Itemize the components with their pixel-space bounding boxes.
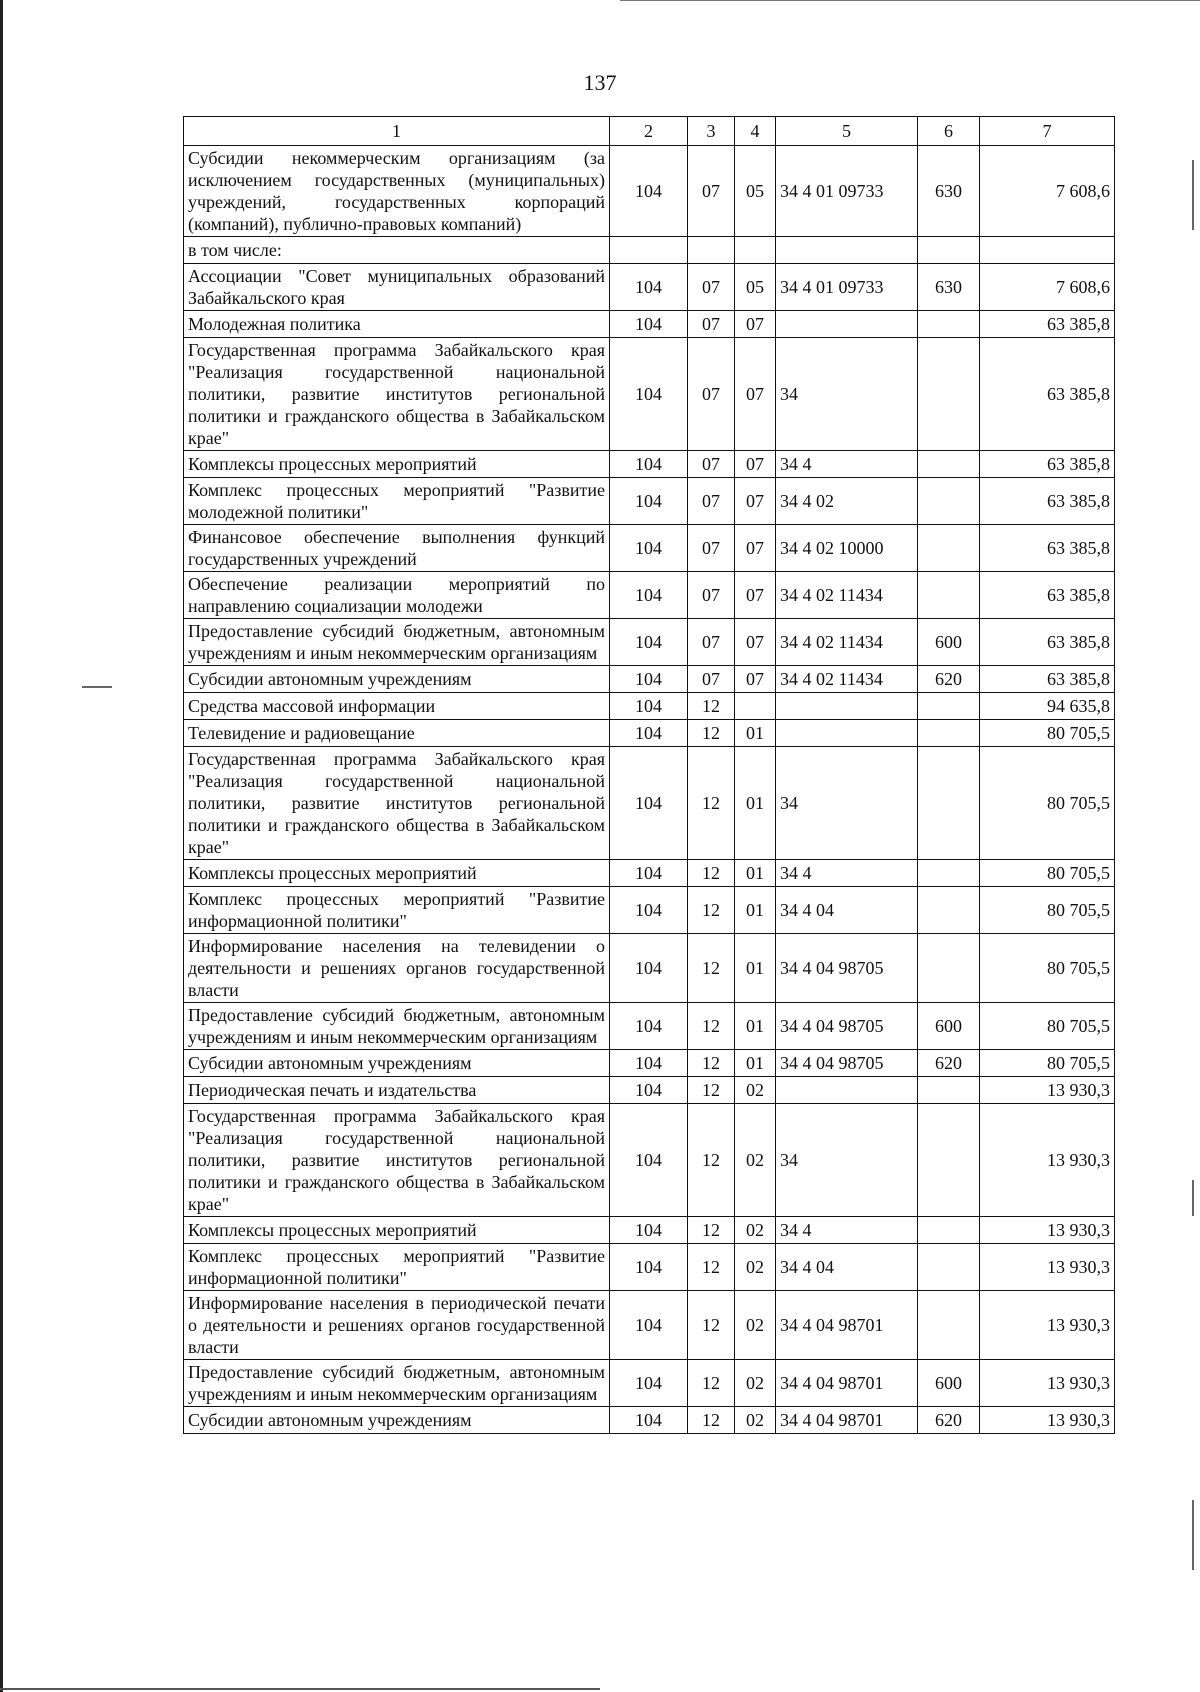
table-row: [184, 264, 1115, 311]
row-section-code: 12: [688, 860, 735, 887]
row-name: Субсидии некоммерческим организациям (за исключением государственных (муниципальных) учреждений, государственных корпораций (компаний), публично-правовых компаний): [184, 146, 610, 237]
row-amount: 80 705,5: [980, 1003, 1115, 1050]
row-ministry-code: 104: [610, 1217, 688, 1244]
row-subsection-code: 07: [735, 619, 776, 666]
row-expense-type: 600: [918, 1360, 980, 1407]
row-amount: 13 930,3: [980, 1291, 1115, 1360]
table-row: [184, 1003, 1115, 1050]
row-section-code: 07: [688, 666, 735, 693]
row-expense-type: [918, 572, 980, 619]
row-section-code: 07: [688, 525, 735, 572]
table-row: [184, 311, 1115, 338]
row-amount: 63 385,8: [980, 451, 1115, 478]
row-ministry-code: 104: [610, 934, 688, 1003]
row-amount: 13 930,3: [980, 1104, 1115, 1217]
row-ministry-code: 104: [610, 720, 688, 747]
row-name: Информирование населения в периодической печати о деятельности и решениях органов государственной власти: [184, 1291, 610, 1360]
row-target-code: 34 4 04 98705: [776, 934, 918, 1003]
row-amount: 13 930,3: [980, 1217, 1115, 1244]
row-subsection-code: 01: [735, 1050, 776, 1077]
row-expense-type: [918, 747, 980, 860]
table-row: [184, 747, 1115, 860]
row-amount: 80 705,5: [980, 887, 1115, 934]
row-expense-type: [918, 934, 980, 1003]
row-target-code: 34: [776, 338, 918, 451]
row-target-code: 34 4: [776, 860, 918, 887]
scan-speck: [82, 686, 112, 688]
row-section-code: 07: [688, 264, 735, 311]
row-ministry-code: 104: [610, 666, 688, 693]
row-subsection-code: 02: [735, 1104, 776, 1217]
column-header: 6: [918, 117, 980, 146]
row-target-code: 34 4 02: [776, 478, 918, 525]
row-expense-type: 600: [918, 1003, 980, 1050]
row-amount: 63 385,8: [980, 338, 1115, 451]
row-name: Молодежная политика: [184, 311, 610, 338]
table-row: [184, 887, 1115, 934]
row-name: Комплекс процессных мероприятий "Развитие информационной политики": [184, 1244, 610, 1291]
header-row: [184, 117, 1115, 146]
row-subsection-code: 02: [735, 1217, 776, 1244]
row-expense-type: [918, 311, 980, 338]
row-ministry-code: 104: [610, 1291, 688, 1360]
row-name: Комплекс процессных мероприятий "Развитие информационной политики": [184, 887, 610, 934]
row-name: Обеспечение реализации мероприятий по направлению социализации молодежи: [184, 572, 610, 619]
table-row: [184, 237, 1115, 264]
column-header: 7: [980, 117, 1115, 146]
table-row: [184, 860, 1115, 887]
row-ministry-code: 104: [610, 1003, 688, 1050]
table-row: [184, 720, 1115, 747]
table-row: [184, 693, 1115, 720]
row-subsection-code: [735, 693, 776, 720]
row-subsection-code: 02: [735, 1291, 776, 1360]
row-section-code: 07: [688, 311, 735, 338]
row-target-code: 34 4 02 11434: [776, 619, 918, 666]
row-expense-type: [918, 1291, 980, 1360]
column-header: 1: [184, 117, 610, 146]
row-subsection-code: 07: [735, 478, 776, 525]
row-target-code: 34 4 04 98701: [776, 1291, 918, 1360]
row-amount: 80 705,5: [980, 720, 1115, 747]
table-row: [184, 1050, 1115, 1077]
row-section-code: 12: [688, 1104, 735, 1217]
row-expense-type: [918, 720, 980, 747]
row-expense-type: [918, 478, 980, 525]
row-amount: 63 385,8: [980, 666, 1115, 693]
table-row: [184, 1244, 1115, 1291]
row-name: Субсидии автономным учреждениям: [184, 1407, 610, 1434]
row-subsection-code: 02: [735, 1407, 776, 1434]
row-amount: 80 705,5: [980, 934, 1115, 1003]
row-section-code: 12: [688, 1291, 735, 1360]
row-expense-type: [918, 525, 980, 572]
row-amount: 13 930,3: [980, 1077, 1115, 1104]
table-row: [184, 934, 1115, 1003]
row-subsection-code: 05: [735, 146, 776, 237]
row-ministry-code: 104: [610, 1050, 688, 1077]
row-expense-type: [918, 237, 980, 264]
row-name: Предоставление субсидий бюджетным, автономным учреждениям и иным некоммерческим организациям: [184, 1360, 610, 1407]
scan-bottom-edge: [0, 1688, 600, 1690]
row-section-code: 07: [688, 451, 735, 478]
row-subsection-code: 01: [735, 720, 776, 747]
row-target-code: 34 4 01 09733: [776, 264, 918, 311]
row-target-code: 34 4 02 11434: [776, 572, 918, 619]
row-name: Предоставление субсидий бюджетным, автономным учреждениям и иным некоммерческим организациям: [184, 1003, 610, 1050]
row-subsection-code: 01: [735, 887, 776, 934]
row-expense-type: 620: [918, 666, 980, 693]
row-subsection-code: 02: [735, 1244, 776, 1291]
row-name: Финансовое обеспечение выполнения функций государственных учреждений: [184, 525, 610, 572]
row-section-code: 07: [688, 572, 735, 619]
row-name: Предоставление субсидий бюджетным, автономным учреждениям и иным некоммерческим организациям: [184, 619, 610, 666]
row-amount: 13 930,3: [980, 1360, 1115, 1407]
scan-speck: [1192, 1180, 1194, 1216]
row-amount: 63 385,8: [980, 525, 1115, 572]
row-section-code: 12: [688, 747, 735, 860]
row-name: Периодическая печать и издательства: [184, 1077, 610, 1104]
scan-speck: [1192, 160, 1194, 230]
row-name: Комплексы процессных мероприятий: [184, 451, 610, 478]
row-section-code: 12: [688, 1003, 735, 1050]
row-name: Субсидии автономным учреждениям: [184, 1050, 610, 1077]
row-name: Комплексы процессных мероприятий: [184, 1217, 610, 1244]
row-subsection-code: 07: [735, 572, 776, 619]
row-expense-type: [918, 1217, 980, 1244]
row-amount: 63 385,8: [980, 572, 1115, 619]
row-name: Государственная программа Забайкальского края "Реализация государственной национальной политики, развитие институтов региональной политики и гражданского общества в Забайкальском крае": [184, 747, 610, 860]
row-name: в том числе:: [184, 237, 610, 264]
row-ministry-code: 104: [610, 338, 688, 451]
row-ministry-code: 104: [610, 146, 688, 237]
row-ministry-code: 104: [610, 747, 688, 860]
row-subsection-code: 02: [735, 1077, 776, 1104]
row-amount: 80 705,5: [980, 1050, 1115, 1077]
table-row: [184, 619, 1115, 666]
row-target-code: [776, 720, 918, 747]
row-expense-type: 600: [918, 619, 980, 666]
row-subsection-code: 05: [735, 264, 776, 311]
row-amount: 63 385,8: [980, 478, 1115, 525]
row-target-code: 34 4 02 11434: [776, 666, 918, 693]
row-target-code: 34 4: [776, 451, 918, 478]
row-section-code: 12: [688, 1244, 735, 1291]
scan-speck: [1192, 1500, 1194, 1570]
row-ministry-code: 104: [610, 264, 688, 311]
row-expense-type: 630: [918, 146, 980, 237]
row-amount: 63 385,8: [980, 311, 1115, 338]
row-subsection-code: 07: [735, 451, 776, 478]
column-header: 5: [776, 117, 918, 146]
row-target-code: 34 4 02 10000: [776, 525, 918, 572]
row-expense-type: 620: [918, 1050, 980, 1077]
row-name: Субсидии автономным учреждениям: [184, 666, 610, 693]
row-target-code: 34 4 04 98705: [776, 1003, 918, 1050]
row-ministry-code: 104: [610, 1360, 688, 1407]
row-expense-type: [918, 338, 980, 451]
table-row: [184, 451, 1115, 478]
row-section-code: 12: [688, 693, 735, 720]
row-expense-type: [918, 887, 980, 934]
row-ministry-code: [610, 237, 688, 264]
row-target-code: [776, 311, 918, 338]
row-expense-type: [918, 1077, 980, 1104]
row-section-code: 12: [688, 720, 735, 747]
row-target-code: [776, 693, 918, 720]
table-row: [184, 572, 1115, 619]
row-ministry-code: 104: [610, 451, 688, 478]
row-section-code: 12: [688, 1217, 735, 1244]
table-row: [184, 338, 1115, 451]
row-target-code: 34 4 04 98701: [776, 1360, 918, 1407]
row-ministry-code: 104: [610, 572, 688, 619]
row-target-code: 34: [776, 1104, 918, 1217]
row-amount: 7 608,6: [980, 146, 1115, 237]
row-expense-type: 620: [918, 1407, 980, 1434]
row-ministry-code: 104: [610, 860, 688, 887]
row-name: Информирование населения на телевидении о деятельности и решениях органов государственной власти: [184, 934, 610, 1003]
row-name: Государственная программа Забайкальского края "Реализация государственной национальной политики, развитие институтов региональной политики и гражданского общества в Забайкальском крае": [184, 1104, 610, 1217]
row-amount: 80 705,5: [980, 860, 1115, 887]
row-section-code: 07: [688, 146, 735, 237]
row-target-code: 34 4 04: [776, 887, 918, 934]
row-subsection-code: 07: [735, 666, 776, 693]
row-section-code: 12: [688, 1360, 735, 1407]
scan-left-edge: [0, 0, 3, 1692]
row-name: Комплекс процессных мероприятий "Развитие молодежной политики": [184, 478, 610, 525]
row-ministry-code: 104: [610, 478, 688, 525]
row-target-code: 34: [776, 747, 918, 860]
row-target-code: 34 4 04 98705: [776, 1050, 918, 1077]
column-header: 2: [610, 117, 688, 146]
table-row: [184, 1104, 1115, 1217]
row-target-code: [776, 1077, 918, 1104]
table-row: [184, 146, 1115, 237]
row-subsection-code: 07: [735, 311, 776, 338]
row-target-code: 34 4 01 09733: [776, 146, 918, 237]
table-row: [184, 478, 1115, 525]
row-amount: 13 930,3: [980, 1407, 1115, 1434]
row-target-code: [776, 237, 918, 264]
row-section-code: 12: [688, 887, 735, 934]
row-ministry-code: 104: [610, 693, 688, 720]
row-section-code: 07: [688, 338, 735, 451]
row-section-code: 12: [688, 1407, 735, 1434]
row-expense-type: [918, 451, 980, 478]
row-name: Комплексы процессных мероприятий: [184, 860, 610, 887]
row-expense-type: [918, 860, 980, 887]
table-row: [184, 1291, 1115, 1360]
row-target-code: 34 4 04: [776, 1244, 918, 1291]
row-expense-type: 630: [918, 264, 980, 311]
row-expense-type: [918, 693, 980, 720]
row-expense-type: [918, 1104, 980, 1217]
row-ministry-code: 104: [610, 1077, 688, 1104]
budget-table: [183, 116, 1115, 1434]
row-expense-type: [918, 1244, 980, 1291]
row-amount: 63 385,8: [980, 619, 1115, 666]
row-subsection-code: [735, 237, 776, 264]
row-section-code: 12: [688, 1077, 735, 1104]
row-subsection-code: 07: [735, 338, 776, 451]
row-ministry-code: 104: [610, 525, 688, 572]
table-row: [184, 1217, 1115, 1244]
row-ministry-code: 104: [610, 619, 688, 666]
row-ministry-code: 104: [610, 1244, 688, 1291]
row-ministry-code: 104: [610, 1407, 688, 1434]
row-amount: 7 608,6: [980, 264, 1115, 311]
table-row: [184, 525, 1115, 572]
row-target-code: 34 4 04 98701: [776, 1407, 918, 1434]
row-section-code: 07: [688, 478, 735, 525]
row-name: Средства массовой информации: [184, 693, 610, 720]
row-subsection-code: 02: [735, 1360, 776, 1407]
column-header: 4: [735, 117, 776, 146]
row-subsection-code: 01: [735, 860, 776, 887]
row-section-code: 12: [688, 1050, 735, 1077]
table-row: [184, 1077, 1115, 1104]
row-amount: 80 705,5: [980, 747, 1115, 860]
column-header: 3: [688, 117, 735, 146]
row-subsection-code: 07: [735, 525, 776, 572]
row-ministry-code: 104: [610, 311, 688, 338]
row-section-code: 12: [688, 934, 735, 1003]
row-target-code: 34 4: [776, 1217, 918, 1244]
row-amount: [980, 237, 1115, 264]
scan-top-edge: [620, 0, 1200, 1]
page-number: 137: [583, 70, 617, 95]
row-amount: 13 930,3: [980, 1244, 1115, 1291]
row-name: Телевидение и радиовещание: [184, 720, 610, 747]
row-ministry-code: 104: [610, 1104, 688, 1217]
table-row: [184, 1360, 1115, 1407]
row-name: Государственная программа Забайкальского края "Реализация государственной национальной политики, развитие институтов региональной политики и гражданского общества в Забайкальском крае": [184, 338, 610, 451]
row-subsection-code: 01: [735, 934, 776, 1003]
table-row: [184, 666, 1115, 693]
row-amount: 94 635,8: [980, 693, 1115, 720]
row-ministry-code: 104: [610, 887, 688, 934]
row-section-code: [688, 237, 735, 264]
row-section-code: 07: [688, 619, 735, 666]
row-subsection-code: 01: [735, 747, 776, 860]
table-row: [184, 1407, 1115, 1434]
row-name: Ассоциации "Совет муниципальных образований Забайкальского края: [184, 264, 610, 311]
row-subsection-code: 01: [735, 1003, 776, 1050]
